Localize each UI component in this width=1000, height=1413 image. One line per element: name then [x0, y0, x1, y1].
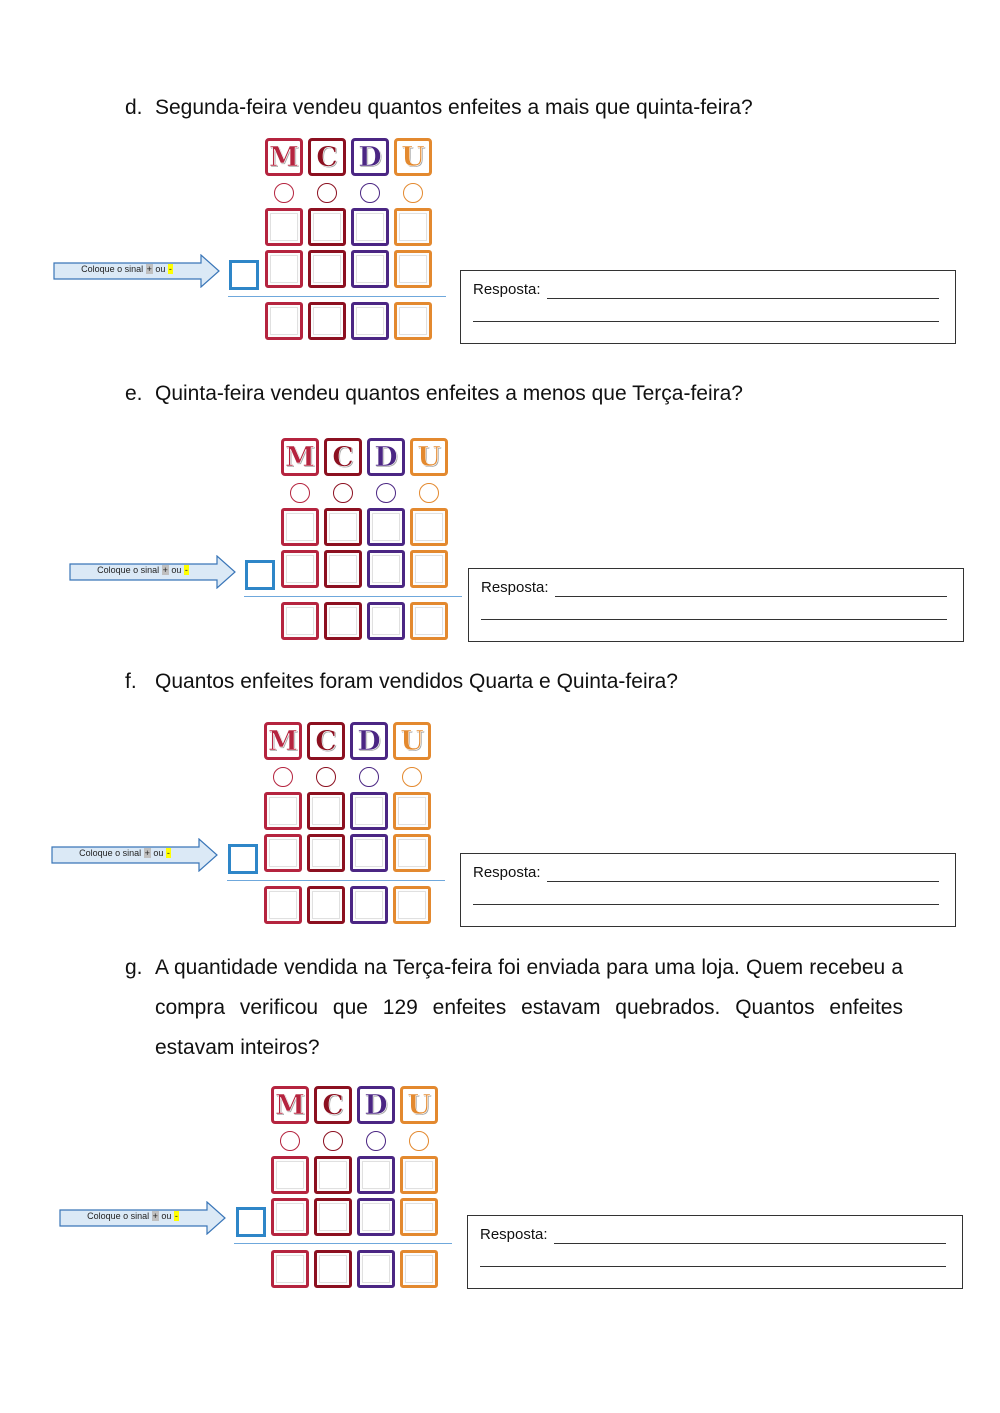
hint-middle: ou — [150, 848, 166, 858]
plus-sign: + — [146, 264, 152, 274]
answer-line[interactable] — [554, 1243, 946, 1244]
digit-box[interactable] — [367, 550, 405, 588]
result-digit-box[interactable] — [271, 1250, 309, 1288]
hint-prefix: Coloque o sinal — [87, 1211, 152, 1221]
column-letter: U — [401, 141, 425, 173]
answer-label: Resposta: — [481, 579, 549, 596]
carry-circle[interactable] — [280, 1131, 300, 1151]
place-value-grid — [271, 1086, 441, 1296]
hint-text — [65, 1211, 201, 1221]
digit-box[interactable] — [265, 250, 303, 288]
exercise-block-g — [0, 1084, 960, 1299]
digit-box[interactable] — [400, 1156, 438, 1194]
question-text: Quantos enfeites foram vendidos Quarta e Quinta-feira? — [155, 670, 678, 693]
operator-input-box[interactable] — [228, 844, 258, 874]
column-header-u — [394, 138, 432, 176]
question-text: Segunda-feira vendeu quantos enfeites a mais que quinta-feira? — [155, 96, 753, 119]
column-header-u — [400, 1086, 438, 1124]
exercise-block-e — [0, 436, 960, 651]
result-digit-box[interactable] — [308, 302, 346, 340]
plus-sign: + — [144, 848, 150, 858]
column-header-m — [271, 1086, 309, 1124]
carry-circle[interactable] — [290, 483, 310, 503]
column-header-u — [393, 722, 431, 760]
column-header-c — [324, 438, 362, 476]
answer-label: Resposta: — [480, 1226, 548, 1243]
place-value-grid — [265, 138, 435, 348]
minus-sign: - — [174, 1211, 178, 1221]
answer-box[interactable] — [468, 568, 964, 642]
carry-circle[interactable] — [419, 483, 439, 503]
question-e — [125, 374, 925, 414]
answer-line[interactable] — [547, 881, 939, 882]
operator-input-box[interactable] — [229, 260, 259, 290]
result-digit-box[interactable] — [357, 1250, 395, 1288]
digit-box[interactable] — [271, 1156, 309, 1194]
column-letter: D — [358, 141, 382, 173]
column-letter: M — [275, 1089, 305, 1121]
column-letter: M — [269, 141, 299, 173]
sign-hint-arrow — [51, 838, 219, 872]
digit-box[interactable] — [308, 208, 346, 246]
result-digit-box[interactable] — [265, 302, 303, 340]
column-letter: C — [322, 1089, 344, 1121]
digit-box[interactable] — [324, 508, 362, 546]
question-letter: f. — [125, 670, 137, 693]
hint-prefix: Coloque o sinal — [79, 848, 144, 858]
carry-circle[interactable] — [273, 767, 293, 787]
digit-box[interactable] — [393, 834, 431, 872]
column-header-u — [410, 438, 448, 476]
digit-box[interactable] — [357, 1198, 395, 1236]
digit-box[interactable] — [394, 208, 432, 246]
column-header-c — [314, 1086, 352, 1124]
digit-box[interactable] — [264, 834, 302, 872]
column-letter: C — [332, 441, 354, 473]
column-header-m — [264, 722, 302, 760]
carry-circle[interactable] — [323, 1131, 343, 1151]
digit-box[interactable] — [351, 250, 389, 288]
column-letter: D — [364, 1089, 388, 1121]
answer-line[interactable] — [481, 619, 947, 620]
digit-box[interactable] — [281, 550, 319, 588]
column-letter: C — [316, 141, 338, 173]
result-digit-box[interactable] — [307, 886, 345, 924]
carry-circle[interactable] — [403, 183, 423, 203]
carry-circle[interactable] — [409, 1131, 429, 1151]
column-header-m — [281, 438, 319, 476]
column-letter: C — [315, 725, 337, 757]
question-f — [125, 662, 925, 702]
digit-box[interactable] — [271, 1198, 309, 1236]
answer-label: Resposta: — [473, 864, 541, 881]
column-header-d — [367, 438, 405, 476]
digit-box[interactable] — [314, 1198, 352, 1236]
answer-line[interactable] — [547, 298, 939, 299]
digit-box[interactable] — [357, 1156, 395, 1194]
column-header-d — [350, 722, 388, 760]
hint-middle: ou — [168, 565, 184, 575]
digit-box[interactable] — [324, 550, 362, 588]
column-header-m — [265, 138, 303, 176]
question-g — [125, 948, 925, 1074]
carry-circle[interactable] — [316, 767, 336, 787]
hint-text — [59, 264, 195, 274]
result-digit-box[interactable] — [410, 602, 448, 640]
column-header-c — [308, 138, 346, 176]
hint-middle: ou — [152, 264, 168, 274]
question-letter: d. — [125, 96, 143, 119]
column-header-d — [351, 138, 389, 176]
minus-sign: - — [166, 848, 170, 858]
answer-line[interactable] — [473, 321, 939, 322]
carry-circle[interactable] — [376, 483, 396, 503]
digit-box[interactable] — [400, 1198, 438, 1236]
answer-box[interactable] — [460, 270, 956, 344]
operator-input-box[interactable] — [245, 560, 275, 590]
answer-label: Resposta: — [473, 281, 541, 298]
plus-sign: + — [162, 565, 168, 575]
exercise-block-d — [0, 136, 960, 351]
column-letter: U — [417, 441, 441, 473]
digit-box[interactable] — [307, 792, 345, 830]
digit-box[interactable] — [281, 508, 319, 546]
column-letter: D — [357, 725, 381, 757]
carry-circle[interactable] — [402, 767, 422, 787]
hint-text — [75, 565, 211, 575]
carry-circle[interactable] — [359, 767, 379, 787]
digit-box[interactable] — [410, 550, 448, 588]
column-header-c — [307, 722, 345, 760]
sign-hint-arrow — [59, 1201, 227, 1235]
sign-hint-arrow — [69, 555, 237, 589]
column-letter: M — [285, 441, 315, 473]
minus-sign: - — [168, 264, 172, 274]
question-d — [125, 88, 925, 128]
digit-box[interactable] — [367, 508, 405, 546]
hint-text — [57, 848, 193, 858]
column-header-d — [357, 1086, 395, 1124]
column-letter: M — [268, 725, 298, 757]
column-letter: U — [400, 725, 424, 757]
digit-box[interactable] — [410, 508, 448, 546]
question-letter: e. — [125, 382, 143, 405]
place-value-grid — [281, 438, 451, 648]
hint-prefix: Coloque o sinal — [81, 264, 146, 274]
digit-box[interactable] — [393, 792, 431, 830]
hint-prefix: Coloque o sinal — [97, 565, 162, 575]
column-letter: D — [374, 441, 398, 473]
sign-hint-arrow — [53, 254, 221, 288]
digit-box[interactable] — [350, 834, 388, 872]
operator-input-box[interactable] — [236, 1207, 266, 1237]
result-digit-box[interactable] — [264, 886, 302, 924]
result-digit-box[interactable] — [350, 886, 388, 924]
hint-middle: ou — [158, 1211, 174, 1221]
digit-box[interactable] — [264, 792, 302, 830]
question-letter: g. — [125, 956, 143, 979]
result-digit-box[interactable] — [281, 602, 319, 640]
digit-box[interactable] — [307, 834, 345, 872]
answer-box[interactable] — [467, 1215, 963, 1289]
place-value-grid — [264, 722, 434, 932]
result-digit-box[interactable] — [314, 1250, 352, 1288]
result-digit-box[interactable] — [351, 302, 389, 340]
minus-sign: - — [184, 565, 188, 575]
carry-circle[interactable] — [274, 183, 294, 203]
question-text: Quinta-feira vendeu quantos enfeites a menos que Terça-feira? — [155, 382, 743, 405]
digit-box[interactable] — [265, 208, 303, 246]
result-digit-box[interactable] — [394, 302, 432, 340]
carry-circle[interactable] — [366, 1131, 386, 1151]
result-digit-box[interactable] — [367, 602, 405, 640]
plus-sign: + — [152, 1211, 158, 1221]
answer-line[interactable] — [555, 596, 947, 597]
carry-circle[interactable] — [317, 183, 337, 203]
digit-box[interactable] — [314, 1156, 352, 1194]
exercise-block-f — [0, 720, 960, 935]
answer-box[interactable] — [460, 853, 956, 927]
result-digit-box[interactable] — [400, 1250, 438, 1288]
result-digit-box[interactable] — [393, 886, 431, 924]
column-letter: U — [407, 1089, 431, 1121]
digit-box[interactable] — [394, 250, 432, 288]
digit-box[interactable] — [351, 208, 389, 246]
answer-line[interactable] — [473, 904, 939, 905]
digit-box[interactable] — [308, 250, 346, 288]
carry-circle[interactable] — [333, 483, 353, 503]
question-text: A quantidade vendida na Terça-feira foi enviada para uma loja. Quem recebeu a compra verificou que 129 enfeites estavam quebrados. Quantos enfeites estavam inteiros? — [155, 956, 903, 1059]
digit-box[interactable] — [350, 792, 388, 830]
result-digit-box[interactable] — [324, 602, 362, 640]
answer-line[interactable] — [480, 1266, 946, 1267]
carry-circle[interactable] — [360, 183, 380, 203]
